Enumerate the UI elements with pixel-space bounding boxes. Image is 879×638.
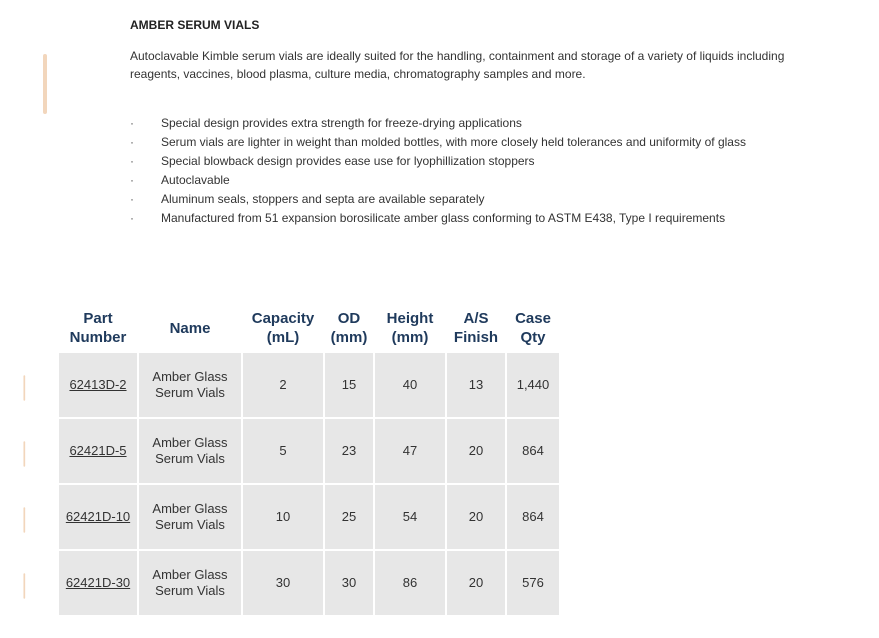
feature-item <box>130 152 746 171</box>
feature-text: Special design provides extra strength for freeze-drying applications <box>161 116 522 130</box>
case-qty-cell: 864 <box>506 418 560 484</box>
part-number-link[interactable]: 62413D-2 <box>69 377 127 392</box>
height-header <box>374 305 446 352</box>
table-row <box>0 352 560 418</box>
header-line: Capacity <box>251 310 315 327</box>
header-line: Name <box>169 319 211 337</box>
name-line: Amber Glass <box>152 369 228 384</box>
feature-text: Autoclavable <box>161 173 230 187</box>
table-row <box>0 484 560 550</box>
bullet-dot: · <box>130 116 134 130</box>
bullet-dot: · <box>130 192 134 206</box>
name-line: Serum Vials <box>155 583 225 598</box>
capacity-cell: 5 <box>242 418 324 484</box>
table-row <box>0 550 560 616</box>
part-number-cell <box>58 484 138 550</box>
od-cell: 25 <box>324 484 374 550</box>
header-line: OD <box>337 310 361 327</box>
feature-text: Manufactured from 51 expansion borosilicate amber glass conforming to ASTM E438, Type I requirements <box>161 211 726 225</box>
name-cell <box>138 418 242 484</box>
feature-list <box>130 114 746 228</box>
feature-item <box>130 114 746 133</box>
name-line: Amber Glass <box>152 435 228 450</box>
amber-vial-icon <box>34 30 78 124</box>
case-qty-cell: 864 <box>506 484 560 550</box>
product-description: Autoclavable Kimble serum vials are ideally suited for the handling, containment and storage of a variety of liquids including reagents, vaccines, blood plasma, culture media, chromatography samples and more. <box>130 49 785 81</box>
as-finish-cell: 20 <box>446 550 506 616</box>
name-line: Serum Vials <box>155 385 225 400</box>
table-header-row <box>0 305 560 352</box>
page-title: AMBER SERUM VIALS <box>130 18 260 32</box>
row-image-cell <box>0 484 58 550</box>
feature-text: Special blowback design provides ease use for lyophillization stoppers <box>161 154 535 168</box>
capacity-cell: 10 <box>242 484 324 550</box>
feature-text: Serum vials are lighter in weight than molded bottles, with more closely held tolerances and uniformity of glass <box>161 135 746 149</box>
height-cell: 54 <box>374 484 446 550</box>
table-body <box>0 352 560 616</box>
height-cell: 47 <box>374 418 446 484</box>
od-cell: 30 <box>324 550 374 616</box>
case-qty-cell: 1,440 <box>506 352 560 418</box>
header-line: Finish <box>453 329 499 346</box>
header-line: Case <box>515 310 551 327</box>
amber-vial-icon <box>19 563 39 603</box>
name-cell <box>138 550 242 616</box>
name-cell <box>138 484 242 550</box>
header-line: Part <box>83 310 113 327</box>
feature-text: Aluminum seals, stoppers and septa are available separately <box>161 192 485 206</box>
header-line: Qty <box>520 329 546 346</box>
name-line: Serum Vials <box>155 517 225 532</box>
height-cell: 86 <box>374 550 446 616</box>
part-number-link[interactable]: 62421D-30 <box>65 575 131 590</box>
header-line: (mm) <box>330 329 368 346</box>
part-number-link[interactable]: 62421D-5 <box>69 443 127 458</box>
bullet-dot: · <box>130 173 134 187</box>
od-cell: 23 <box>324 418 374 484</box>
capacity-cell: 2 <box>242 352 324 418</box>
header-line: (mm) <box>391 329 429 346</box>
amber-vial-icon <box>19 431 39 471</box>
part-number-cell <box>58 550 138 616</box>
as-finish-cell: 20 <box>446 418 506 484</box>
as-finish-header <box>446 305 506 352</box>
amber-vial-icon <box>19 497 39 537</box>
capacity-header <box>242 305 324 352</box>
bullet-dot: · <box>130 135 134 149</box>
feature-item <box>130 190 746 209</box>
feature-item <box>130 133 746 152</box>
name-line: Amber Glass <box>152 567 228 582</box>
capacity-cell: 30 <box>242 550 324 616</box>
od-header <box>324 305 374 352</box>
image-column-header <box>0 305 58 352</box>
height-cell: 40 <box>374 352 446 418</box>
header-line: Number <box>69 329 127 346</box>
part-number-cell <box>58 352 138 418</box>
name-line: Serum Vials <box>155 451 225 466</box>
name-line: Amber Glass <box>152 501 228 516</box>
od-cell: 15 <box>324 352 374 418</box>
row-image-cell <box>0 550 58 616</box>
row-image-cell <box>0 352 58 418</box>
as-finish-cell: 13 <box>446 352 506 418</box>
table-row <box>0 418 560 484</box>
header-line: Height <box>386 310 434 327</box>
case-qty-header <box>506 305 560 352</box>
name-cell <box>138 352 242 418</box>
feature-item <box>130 209 746 228</box>
part-number-cell <box>58 418 138 484</box>
amber-vial-icon <box>19 365 39 405</box>
product-table <box>0 305 561 617</box>
bullet-dot: · <box>130 211 134 225</box>
feature-item <box>130 171 746 190</box>
as-finish-cell: 20 <box>446 484 506 550</box>
row-image-cell <box>0 418 58 484</box>
part-number-link[interactable]: 62421D-10 <box>65 509 131 524</box>
product-table-wrap <box>0 305 561 617</box>
part-number-header <box>58 305 138 352</box>
case-qty-cell: 576 <box>506 550 560 616</box>
bullet-dot: · <box>130 154 134 168</box>
name-header <box>138 305 242 352</box>
header-line: (mL) <box>266 329 300 346</box>
header-line: A/S <box>463 310 489 327</box>
